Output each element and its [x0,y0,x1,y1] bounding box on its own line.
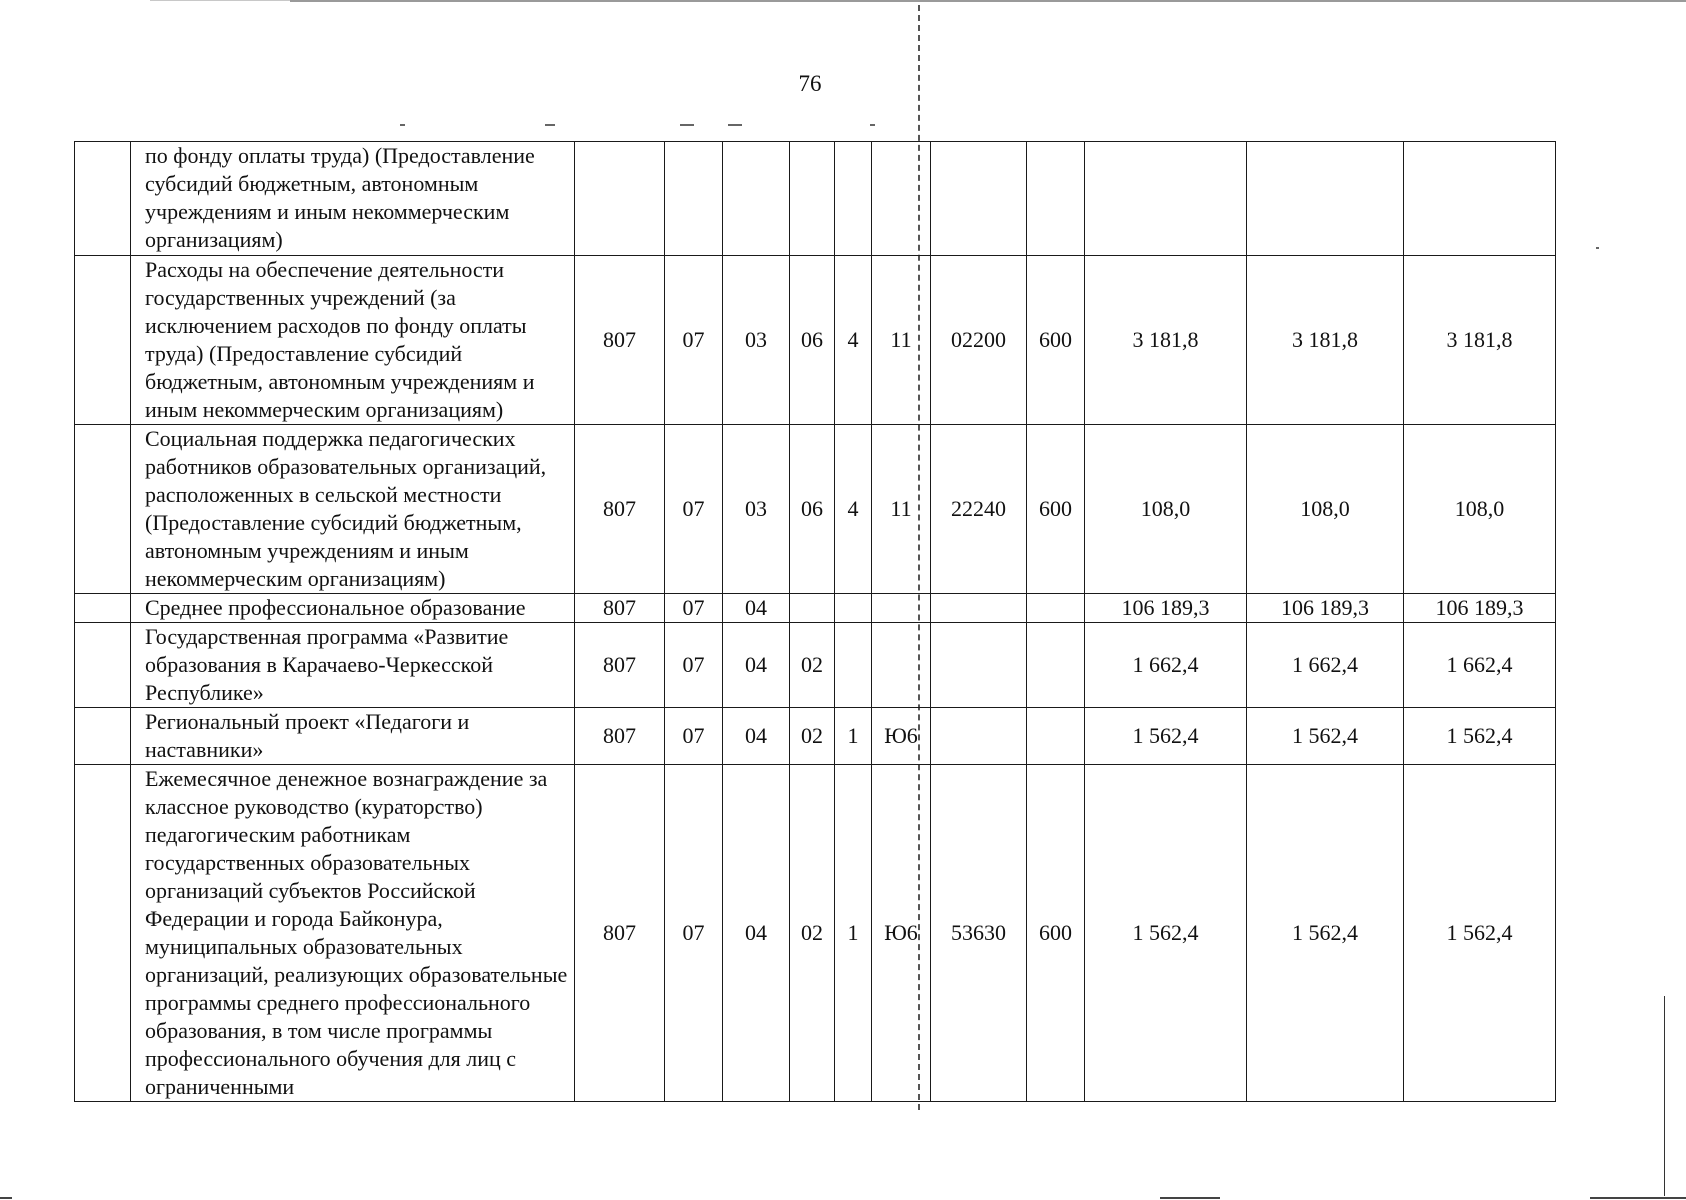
scan-speck [1596,247,1599,249]
year1-cell: 1 562,4 [1085,708,1247,765]
expense-type-cell: 600 [1027,425,1085,594]
grbs-cell: 807 [575,623,665,708]
year2-cell: 1 562,4 [1247,765,1404,1102]
row-index-cell [75,594,131,623]
scan-artifact-bottom-mid [1160,1197,1220,1199]
row-index-cell [75,708,131,765]
year3-cell [1404,142,1556,256]
row-name-cell: Среднее профессиональное образование [131,594,575,623]
row-index-cell [75,623,131,708]
main-activity-cell [872,623,931,708]
row-index-cell [75,256,131,425]
grbs-cell: 807 [575,256,665,425]
main-activity-cell: Ю6 [872,708,931,765]
row-name-cell: по фонду оплаты труда) (Предоставление субсидий бюджетным, автономным учреждениям и иным некоммерческим организациям) [131,142,575,256]
table-row [75,623,1556,708]
section-cell [665,142,723,256]
program-cell: 02 [790,765,835,1102]
main-activity-cell: Ю6 [872,765,931,1102]
direction-cell: 22240 [931,425,1027,594]
program-cell: 02 [790,623,835,708]
direction-cell [931,623,1027,708]
program-cell: 06 [790,425,835,594]
scan-speck [400,124,405,126]
year2-cell [1247,142,1404,256]
subsection-cell: 04 [723,765,790,1102]
year3-cell: 108,0 [1404,425,1556,594]
grbs-cell: 807 [575,594,665,623]
section-cell: 07 [665,425,723,594]
subprogram-cell [835,142,872,256]
subprogram-cell: 1 [835,765,872,1102]
year2-cell: 108,0 [1247,425,1404,594]
main-activity-cell [872,142,931,256]
year3-cell: 106 189,3 [1404,594,1556,623]
grbs-cell: 807 [575,708,665,765]
direction-cell: 02200 [931,256,1027,425]
main-activity-cell: 11 [872,425,931,594]
program-cell [790,142,835,256]
year1-cell: 106 189,3 [1085,594,1247,623]
table-row [75,765,1556,1102]
grbs-cell [575,142,665,256]
year3-cell: 1 662,4 [1404,623,1556,708]
expense-type-cell: 600 [1027,256,1085,425]
year3-cell: 1 562,4 [1404,708,1556,765]
row-index-cell [75,425,131,594]
scan-artifact-right [1664,996,1665,1196]
table-row [75,594,1556,623]
subsection-cell: 04 [723,594,790,623]
program-cell: 06 [790,256,835,425]
year1-cell: 1 662,4 [1085,623,1247,708]
year3-cell: 3 181,8 [1404,256,1556,425]
page-number: 76 [798,71,822,96]
subsection-cell: 03 [723,256,790,425]
section-cell: 07 [665,623,723,708]
table-row [75,425,1556,594]
year1-cell [1085,142,1247,256]
year2-cell: 1 662,4 [1247,623,1404,708]
subprogram-cell [835,594,872,623]
direction-cell: 53630 [931,765,1027,1102]
subprogram-cell: 1 [835,708,872,765]
year1-cell: 108,0 [1085,425,1247,594]
expense-type-cell [1027,708,1085,765]
subsection-cell: 04 [723,623,790,708]
expense-type-cell [1027,623,1085,708]
expense-type-cell [1027,142,1085,256]
year3-cell: 1 562,4 [1404,765,1556,1102]
row-name-cell: Социальная поддержка педагогических работников образовательных организаций, расположенных в сельской местности (Предоставление субсидий бюджетным, автономным учреждениям и иным некоммерческим организациям) [131,425,575,594]
section-cell: 07 [665,256,723,425]
row-name-cell: Ежемесячное денежное вознаграждение за классное руководство (кураторство) педагогическим работникам государственных образовательных организаций субъектов Российской Федерации и города Байконура, муниципальных образовательных организаций, реализующих образовательные программы среднего профессионального образования, в том числе программы профессионального обучения для лиц с ограниченными [131,765,575,1102]
scan-artifact-bottom-right [1590,1197,1686,1199]
budget-table [74,141,1556,1102]
subprogram-cell: 4 [835,256,872,425]
main-activity-cell: 11 [872,256,931,425]
year2-cell: 1 562,4 [1247,708,1404,765]
grbs-cell: 807 [575,425,665,594]
year2-cell: 3 181,8 [1247,256,1404,425]
scan-artifact-top [290,0,1686,2]
table-row [75,142,1556,256]
row-name-cell: Государственная программа «Развитие образования в Карачаево-Черкесской Республике» [131,623,575,708]
section-cell: 07 [665,765,723,1102]
year1-cell: 1 562,4 [1085,765,1247,1102]
scan-speck [545,124,555,126]
scan-speck [870,124,875,126]
main-activity-cell [872,594,931,623]
subsection-cell [723,142,790,256]
row-index-cell [75,765,131,1102]
scan-speck [728,124,742,126]
scan-artifact-bottom-left [0,1197,12,1199]
scan-speck [680,124,694,126]
section-cell: 07 [665,708,723,765]
table-row [75,256,1556,425]
direction-cell [931,142,1027,256]
subprogram-cell: 4 [835,425,872,594]
program-cell [790,594,835,623]
table-row [75,708,1556,765]
section-cell: 07 [665,594,723,623]
scan-artifact-top-left [150,0,290,1]
subprogram-cell [835,623,872,708]
direction-cell [931,708,1027,765]
row-index-cell [75,142,131,256]
year2-cell: 106 189,3 [1247,594,1404,623]
program-cell: 02 [790,708,835,765]
year1-cell: 3 181,8 [1085,256,1247,425]
subsection-cell: 04 [723,708,790,765]
row-name-cell: Региональный проект «Педагоги и наставники» [131,708,575,765]
expense-type-cell: 600 [1027,765,1085,1102]
subsection-cell: 03 [723,425,790,594]
direction-cell [931,594,1027,623]
row-name-cell: Расходы на обеспечение деятельности государственных учреждений (за исключением расходов по фонду оплаты труда) (Предоставление субсидий бюджетным, автономным учреждениям и иным некоммерческим организациям) [131,256,575,425]
grbs-cell: 807 [575,765,665,1102]
expense-type-cell [1027,594,1085,623]
